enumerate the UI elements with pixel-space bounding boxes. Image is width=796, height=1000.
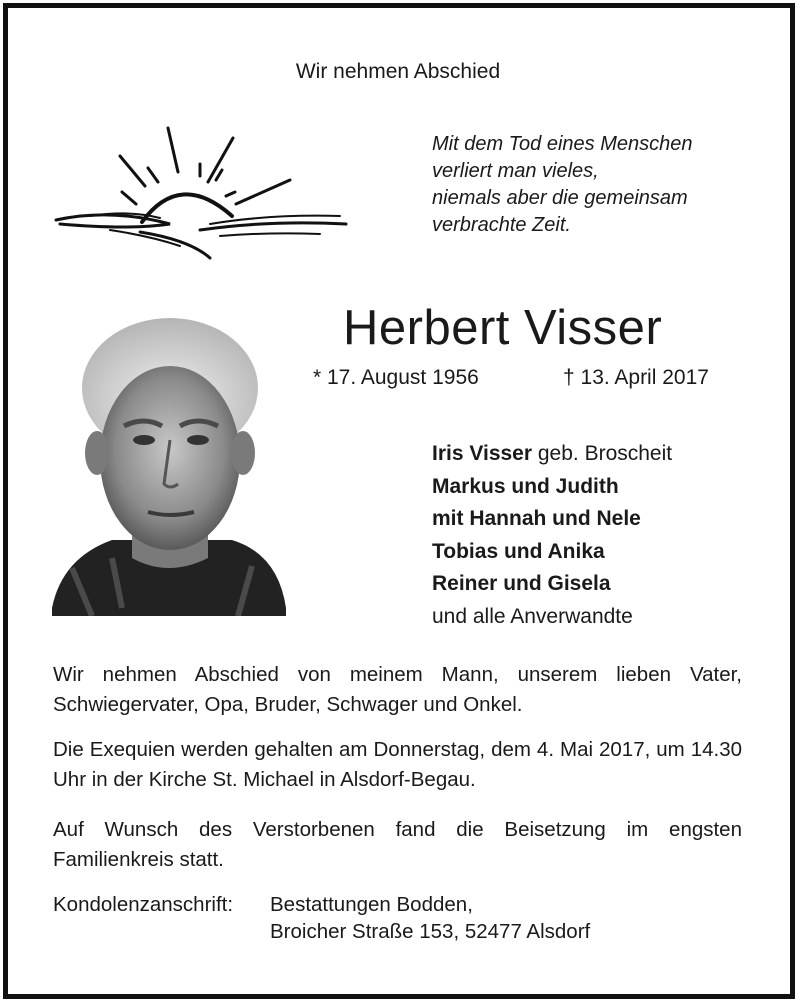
burial-paragraph: Auf Wunsch des Verstorbenen fand die Beisetzung im engsten Familienkreis statt. bbox=[53, 818, 742, 871]
family-member: und alle Anverwandte bbox=[432, 604, 633, 628]
condolence-address-line1: Bestattungen Bodden, bbox=[270, 893, 473, 916]
quote-line: verliert man vieles, bbox=[432, 160, 599, 182]
deceased-name: Herbert Visser bbox=[343, 301, 663, 355]
notice-header: Wir nehmen Abschied bbox=[295, 60, 501, 83]
family-member: Reiner und Gisela bbox=[432, 572, 611, 595]
family-line bbox=[432, 438, 672, 471]
family-member: Iris Visser bbox=[432, 442, 533, 465]
death-date: † 13. April 2017 bbox=[563, 366, 709, 389]
family-list bbox=[432, 438, 672, 633]
family-member: Markus und Judith bbox=[432, 474, 619, 498]
sunset-icon bbox=[50, 120, 350, 260]
family-note: geb. Broscheit bbox=[532, 442, 673, 465]
portrait-photo bbox=[52, 308, 286, 616]
quote-line: niemals aber die gemeinsam bbox=[432, 187, 688, 209]
memorial-quote bbox=[432, 131, 693, 239]
birth-date: * 17. August 1956 bbox=[313, 366, 479, 389]
service-paragraph: Die Exequien werden gehalten am Donnerstag, dem 4. Mai 2017, um 14.30 Uhr in der Kirche St. Michael in Alsdorf-Begau. bbox=[53, 738, 742, 791]
condolence-address-line2: Broicher Straße 153, 52477 Alsdorf bbox=[270, 920, 591, 943]
quote-line: Mit dem Tod eines Menschen bbox=[432, 133, 693, 155]
family-member: mit Hannah und Nele bbox=[432, 507, 641, 530]
farewell-paragraph: Wir nehmen Abschied von meinem Mann, unserem lieben Vater, Schwiegervater, Opa, Bruder, Schwager und Onkel. bbox=[53, 663, 742, 716]
family-member: Tobias und Anika bbox=[432, 539, 605, 563]
quote-line: verbrachte Zeit. bbox=[432, 214, 571, 236]
condolence-label: Kondolenzanschrift: bbox=[53, 893, 234, 916]
